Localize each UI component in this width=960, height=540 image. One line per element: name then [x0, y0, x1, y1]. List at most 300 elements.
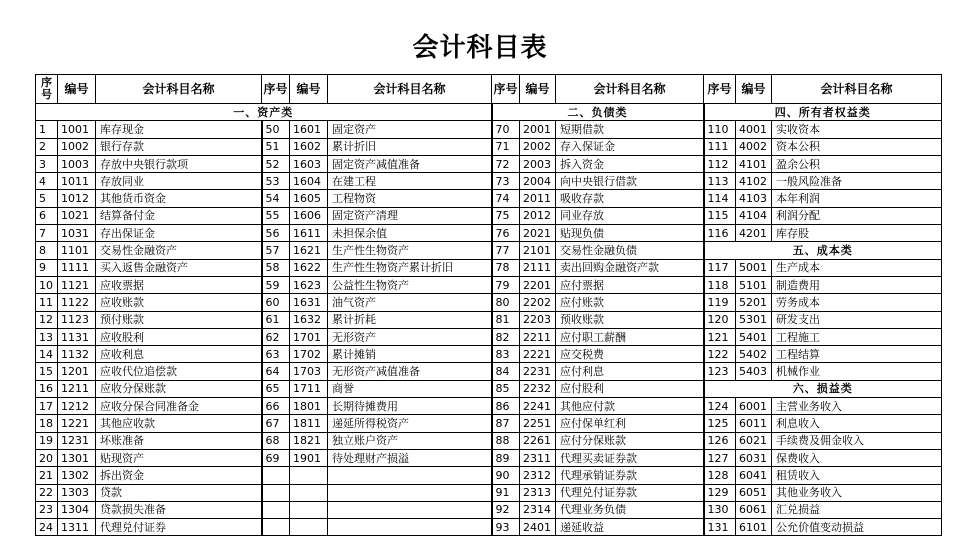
row-seq: 58 — [262, 259, 290, 276]
row-code: 1701 — [290, 328, 328, 345]
row-seq: 67 — [262, 415, 290, 432]
row-seq: 125 — [704, 415, 736, 432]
row-seq: 118 — [704, 276, 736, 293]
row-code: 6011 — [736, 415, 772, 432]
row-seq: 116 — [704, 225, 736, 242]
row-code: 1703 — [290, 363, 328, 380]
row-name: 其他业务收入 — [772, 484, 942, 501]
row-name: 应付票据 — [556, 276, 704, 293]
row-name: 应收分保合同准备金 — [96, 398, 262, 415]
header-seq-c2: 号 — [41, 88, 52, 101]
row-code: 1811 — [290, 415, 328, 432]
row-code: 6051 — [736, 484, 772, 501]
row-name: 应收账款 — [96, 294, 262, 311]
row-name: 无形资产减值准备 — [328, 363, 492, 380]
row-code: 1623 — [290, 276, 328, 293]
row-seq: 129 — [704, 484, 736, 501]
row-name: 租赁收入 — [772, 467, 942, 484]
row-code: 5403 — [736, 363, 772, 380]
row-seq: 127 — [704, 449, 736, 466]
row-name: 应付账款 — [556, 294, 704, 311]
row-name: 应收股利 — [96, 328, 262, 345]
row-name: 工程结算 — [772, 346, 942, 363]
row-code — [290, 519, 328, 536]
row-seq: 59 — [262, 276, 290, 293]
row-name: 库存现金 — [96, 121, 262, 138]
row-seq: 22 — [36, 484, 58, 501]
row-code: 5101 — [736, 276, 772, 293]
table-row — [36, 294, 942, 311]
row-code: 2002 — [520, 138, 556, 155]
row-code: 1901 — [290, 449, 328, 466]
row-name: 独立账户资产 — [328, 432, 492, 449]
row-name: 交易性金融负债 — [556, 242, 704, 259]
row-code: 1302 — [58, 467, 96, 484]
row-seq: 53 — [262, 173, 290, 190]
header-name: 会计科目名称 — [328, 75, 492, 104]
row-seq: 73 — [492, 173, 520, 190]
table-row — [36, 259, 942, 276]
row-seq: 19 — [36, 432, 58, 449]
row-code — [290, 484, 328, 501]
row-seq: 124 — [704, 398, 736, 415]
row-name: 机械作业 — [772, 363, 942, 380]
row-name: 汇兑损益 — [772, 501, 942, 518]
row-code: 2314 — [520, 501, 556, 518]
table-row — [36, 398, 942, 415]
row-code: 4001 — [736, 121, 772, 138]
row-name: 应交税费 — [556, 346, 704, 363]
row-name: 代理承销证券款 — [556, 467, 704, 484]
row-name: 盈余公积 — [772, 155, 942, 172]
row-name: 贷款损失准备 — [96, 501, 262, 518]
row-seq: 77 — [492, 242, 520, 259]
table-row — [36, 519, 942, 536]
row-name: 待处理财产损溢 — [328, 449, 492, 466]
row-seq: 69 — [262, 449, 290, 466]
row-name: 其他货币资金 — [96, 190, 262, 207]
row-seq: 126 — [704, 432, 736, 449]
row-seq: 131 — [704, 519, 736, 536]
row-name: 应付分保账款 — [556, 432, 704, 449]
row-name: 手续费及佣金收入 — [772, 432, 942, 449]
row-code: 1002 — [58, 138, 96, 155]
row-name — [328, 519, 492, 536]
row-name: 吸收存款 — [556, 190, 704, 207]
row-name: 主营业务收入 — [772, 398, 942, 415]
row-code: 1212 — [58, 398, 96, 415]
row-code: 1003 — [58, 155, 96, 172]
row-seq: 1 — [36, 121, 58, 138]
row-seq: 114 — [704, 190, 736, 207]
row-name: 研发支出 — [772, 311, 942, 328]
row-code: 1221 — [58, 415, 96, 432]
table-row — [36, 121, 942, 138]
row-seq: 24 — [36, 519, 58, 536]
row-name: 代理买卖证券款 — [556, 449, 704, 466]
row-name: 递延收益 — [556, 519, 704, 536]
row-code: 1311 — [58, 519, 96, 536]
row-seq: 17 — [36, 398, 58, 415]
table-row — [36, 155, 942, 172]
row-seq: 76 — [492, 225, 520, 242]
row-name: 生产性生物资产 — [328, 242, 492, 259]
row-name: 商誉 — [328, 380, 492, 397]
row-seq: 16 — [36, 380, 58, 397]
row-code: 5402 — [736, 346, 772, 363]
row-seq: 75 — [492, 207, 520, 224]
accounts-table — [35, 74, 942, 536]
row-seq: 71 — [492, 138, 520, 155]
row-code: 6001 — [736, 398, 772, 415]
row-code: 1123 — [58, 311, 96, 328]
row-code: 2211 — [520, 328, 556, 345]
row-code: 6021 — [736, 432, 772, 449]
row-code: 2311 — [520, 449, 556, 466]
row-seq: 130 — [704, 501, 736, 518]
row-name: 贷款 — [96, 484, 262, 501]
row-seq: 111 — [704, 138, 736, 155]
row-seq: 88 — [492, 432, 520, 449]
row-seq: 66 — [262, 398, 290, 415]
row-seq: 8 — [36, 242, 58, 259]
header-seq: 序号 — [704, 75, 736, 104]
row-seq: 57 — [262, 242, 290, 259]
row-code: 1821 — [290, 432, 328, 449]
row-seq: 7 — [36, 225, 58, 242]
row-code: 5401 — [736, 328, 772, 345]
row-code: 1201 — [58, 363, 96, 380]
row-seq: 93 — [492, 519, 520, 536]
row-name: 存入保证金 — [556, 138, 704, 155]
row-code: 6061 — [736, 501, 772, 518]
row-name: 公允价值变动损益 — [772, 519, 942, 536]
category-row — [36, 104, 942, 121]
row-name: 长期待摊费用 — [328, 398, 492, 415]
row-seq: 83 — [492, 346, 520, 363]
row-code: 1121 — [58, 276, 96, 293]
row-code: 2231 — [520, 363, 556, 380]
header-name: 会计科目名称 — [772, 75, 942, 104]
row-code: 1303 — [58, 484, 96, 501]
row-seq: 81 — [492, 311, 520, 328]
row-code: 5001 — [736, 259, 772, 276]
row-seq: 61 — [262, 311, 290, 328]
row-code: 1231 — [58, 432, 96, 449]
row-name: 预收账款 — [556, 311, 704, 328]
row-name: 工程施工 — [772, 328, 942, 345]
row-seq: 51 — [262, 138, 290, 155]
row-name — [328, 484, 492, 501]
header-name: 会计科目名称 — [556, 75, 704, 104]
row-name: 同业存放 — [556, 207, 704, 224]
row-seq: 74 — [492, 190, 520, 207]
row-name: 向中央银行借款 — [556, 173, 704, 190]
row-seq: 89 — [492, 449, 520, 466]
row-name: 利息收入 — [772, 415, 942, 432]
row-name: 无形资产 — [328, 328, 492, 345]
row-name: 油气资产 — [328, 294, 492, 311]
row-name: 制造费用 — [772, 276, 942, 293]
row-name: 应收票据 — [96, 276, 262, 293]
row-code: 1603 — [290, 155, 328, 172]
row-seq: 3 — [36, 155, 58, 172]
row-name: 坏账准备 — [96, 432, 262, 449]
row-code: 1622 — [290, 259, 328, 276]
table-row — [36, 328, 942, 345]
table-row — [36, 415, 942, 432]
row-name: 应付股利 — [556, 380, 704, 397]
row-code: 1631 — [290, 294, 328, 311]
row-name: 工程物资 — [328, 190, 492, 207]
row-seq: 115 — [704, 207, 736, 224]
header-code: 编号 — [520, 75, 556, 104]
row-code: 6101 — [736, 519, 772, 536]
category-liabilities: 二、负债类 — [492, 104, 704, 121]
row-code: 1801 — [290, 398, 328, 415]
row-code: 1621 — [290, 242, 328, 259]
row-name: 应收分保账款 — [96, 380, 262, 397]
row-code: 2003 — [520, 155, 556, 172]
row-name — [328, 467, 492, 484]
row-code: 4104 — [736, 207, 772, 224]
row-code: 1101 — [58, 242, 96, 259]
row-seq: 52 — [262, 155, 290, 172]
row-code: 1632 — [290, 311, 328, 328]
row-code: 2313 — [520, 484, 556, 501]
header-name: 会计科目名称 — [96, 75, 262, 104]
row-name: 应付保单红利 — [556, 415, 704, 432]
row-seq: 23 — [36, 501, 58, 518]
row-seq: 63 — [262, 346, 290, 363]
category-assets: 一、资产类 — [36, 104, 492, 121]
row-seq: 64 — [262, 363, 290, 380]
row-code: 2004 — [520, 173, 556, 190]
table-row — [36, 207, 942, 224]
row-seq: 20 — [36, 449, 58, 466]
row-code: 1611 — [290, 225, 328, 242]
table-row — [36, 138, 942, 155]
row-seq: 18 — [36, 415, 58, 432]
row-name: 银行存款 — [96, 138, 262, 155]
row-name: 代理业务负债 — [556, 501, 704, 518]
row-name: 结算备付金 — [96, 207, 262, 224]
table-row — [36, 242, 942, 259]
row-code: 2221 — [520, 346, 556, 363]
row-code: 2203 — [520, 311, 556, 328]
row-name: 预付账款 — [96, 311, 262, 328]
row-code: 1111 — [58, 259, 96, 276]
row-seq: 117 — [704, 259, 736, 276]
row-name: 存放中央银行款项 — [96, 155, 262, 172]
row-code: 1211 — [58, 380, 96, 397]
row-seq: 84 — [492, 363, 520, 380]
row-code: 6031 — [736, 449, 772, 466]
row-name: 一般风险准备 — [772, 173, 942, 190]
row-seq: 60 — [262, 294, 290, 311]
row-code: 2021 — [520, 225, 556, 242]
row-name: 本年利润 — [772, 190, 942, 207]
row-code: 1001 — [58, 121, 96, 138]
row-seq: 90 — [492, 467, 520, 484]
row-seq: 72 — [492, 155, 520, 172]
page-title: 会计科目表 — [412, 33, 548, 63]
row-name: 固定资产 — [328, 121, 492, 138]
row-seq: 122 — [704, 346, 736, 363]
category-header: 四、所有者权益类 — [704, 104, 942, 121]
row-seq: 128 — [704, 467, 736, 484]
row-seq: 91 — [492, 484, 520, 501]
row-seq: 11 — [36, 294, 58, 311]
row-code: 2241 — [520, 398, 556, 415]
row-code: 1132 — [58, 346, 96, 363]
header-code: 编号 — [736, 75, 772, 104]
row-name: 存出保证金 — [96, 225, 262, 242]
row-code: 6041 — [736, 467, 772, 484]
row-code: 4101 — [736, 155, 772, 172]
row-seq: 78 — [492, 259, 520, 276]
row-code: 5201 — [736, 294, 772, 311]
header-seq: 序号 — [262, 75, 290, 104]
row-code: 1604 — [290, 173, 328, 190]
row-name: 递延所得税资产 — [328, 415, 492, 432]
row-name: 未担保余值 — [328, 225, 492, 242]
header-code: 编号 — [58, 75, 96, 104]
row-seq: 86 — [492, 398, 520, 415]
row-seq: 62 — [262, 328, 290, 345]
row-name: 贴现资产 — [96, 449, 262, 466]
row-name: 代理兑付证券 — [96, 519, 262, 536]
row-code: 2201 — [520, 276, 556, 293]
row-name: 卖出回购金融资产款 — [556, 259, 704, 276]
table-row — [36, 190, 942, 207]
table-row — [36, 449, 942, 466]
row-name: 在建工程 — [328, 173, 492, 190]
row-seq: 68 — [262, 432, 290, 449]
row-code: 2012 — [520, 207, 556, 224]
table-row — [36, 225, 942, 242]
row-code: 1122 — [58, 294, 96, 311]
row-code: 1602 — [290, 138, 328, 155]
row-seq: 92 — [492, 501, 520, 518]
row-code: 2251 — [520, 415, 556, 432]
row-name: 应付职工薪酬 — [556, 328, 704, 345]
row-code — [290, 467, 328, 484]
row-seq: 50 — [262, 121, 290, 138]
row-name: 代理兑付证券款 — [556, 484, 704, 501]
row-seq: 4 — [36, 173, 58, 190]
row-seq: 87 — [492, 415, 520, 432]
row-seq: 65 — [262, 380, 290, 397]
row-code: 1021 — [58, 207, 96, 224]
row-seq — [262, 484, 290, 501]
row-seq: 14 — [36, 346, 58, 363]
row-name: 固定资产减值准备 — [328, 155, 492, 172]
table-row — [36, 311, 942, 328]
row-code: 4002 — [736, 138, 772, 155]
row-name: 应收利息 — [96, 346, 262, 363]
row-name: 其他应付款 — [556, 398, 704, 415]
row-code: 1605 — [290, 190, 328, 207]
row-code: 2312 — [520, 467, 556, 484]
row-name: 应收代位追偿款 — [96, 363, 262, 380]
row-name: 库存股 — [772, 225, 942, 242]
row-name: 资本公积 — [772, 138, 942, 155]
row-seq: 12 — [36, 311, 58, 328]
row-seq: 6 — [36, 207, 58, 224]
row-seq: 70 — [492, 121, 520, 138]
row-seq — [262, 467, 290, 484]
row-code: 1131 — [58, 328, 96, 345]
row-seq: 85 — [492, 380, 520, 397]
row-seq: 113 — [704, 173, 736, 190]
row-seq: 21 — [36, 467, 58, 484]
row-code: 1711 — [290, 380, 328, 397]
category-header: 六、损益类 — [704, 380, 942, 397]
row-seq: 9 — [36, 259, 58, 276]
row-code: 4201 — [736, 225, 772, 242]
table-row — [36, 484, 942, 501]
row-code — [290, 501, 328, 518]
row-seq: 10 — [36, 276, 58, 293]
table-row — [36, 380, 942, 397]
row-name — [328, 501, 492, 518]
row-code: 1031 — [58, 225, 96, 242]
row-code: 1606 — [290, 207, 328, 224]
header-code: 编号 — [290, 75, 328, 104]
category-header: 五、成本类 — [704, 242, 942, 259]
row-seq — [262, 501, 290, 518]
row-name: 交易性金融资产 — [96, 242, 262, 259]
row-seq: 54 — [262, 190, 290, 207]
row-code: 2401 — [520, 519, 556, 536]
row-code: 2011 — [520, 190, 556, 207]
row-seq: 123 — [704, 363, 736, 380]
header-row — [36, 75, 942, 104]
row-name: 累计折耗 — [328, 311, 492, 328]
row-code: 2232 — [520, 380, 556, 397]
row-name: 累计折旧 — [328, 138, 492, 155]
row-name: 固定资产清理 — [328, 207, 492, 224]
table-row — [36, 467, 942, 484]
row-name: 公益性生物资产 — [328, 276, 492, 293]
row-code: 2101 — [520, 242, 556, 259]
table-row — [36, 346, 942, 363]
row-name: 应付利息 — [556, 363, 704, 380]
row-seq: 82 — [492, 328, 520, 345]
row-name: 实收资本 — [772, 121, 942, 138]
row-name: 短期借款 — [556, 121, 704, 138]
row-name: 利润分配 — [772, 207, 942, 224]
row-seq: 112 — [704, 155, 736, 172]
row-seq: 110 — [704, 121, 736, 138]
row-name: 拆出资金 — [96, 467, 262, 484]
row-name: 生产成本 — [772, 259, 942, 276]
row-seq: 55 — [262, 207, 290, 224]
row-seq — [262, 519, 290, 536]
row-name: 贴现负债 — [556, 225, 704, 242]
row-name: 买入返售金融资产 — [96, 259, 262, 276]
row-code: 1301 — [58, 449, 96, 466]
row-code: 1702 — [290, 346, 328, 363]
header-seq: 序号 — [492, 75, 520, 104]
row-name: 拆入资金 — [556, 155, 704, 172]
table-row — [36, 363, 942, 380]
row-code: 1011 — [58, 173, 96, 190]
row-seq: 121 — [704, 328, 736, 345]
row-code: 4102 — [736, 173, 772, 190]
table-row — [36, 432, 942, 449]
